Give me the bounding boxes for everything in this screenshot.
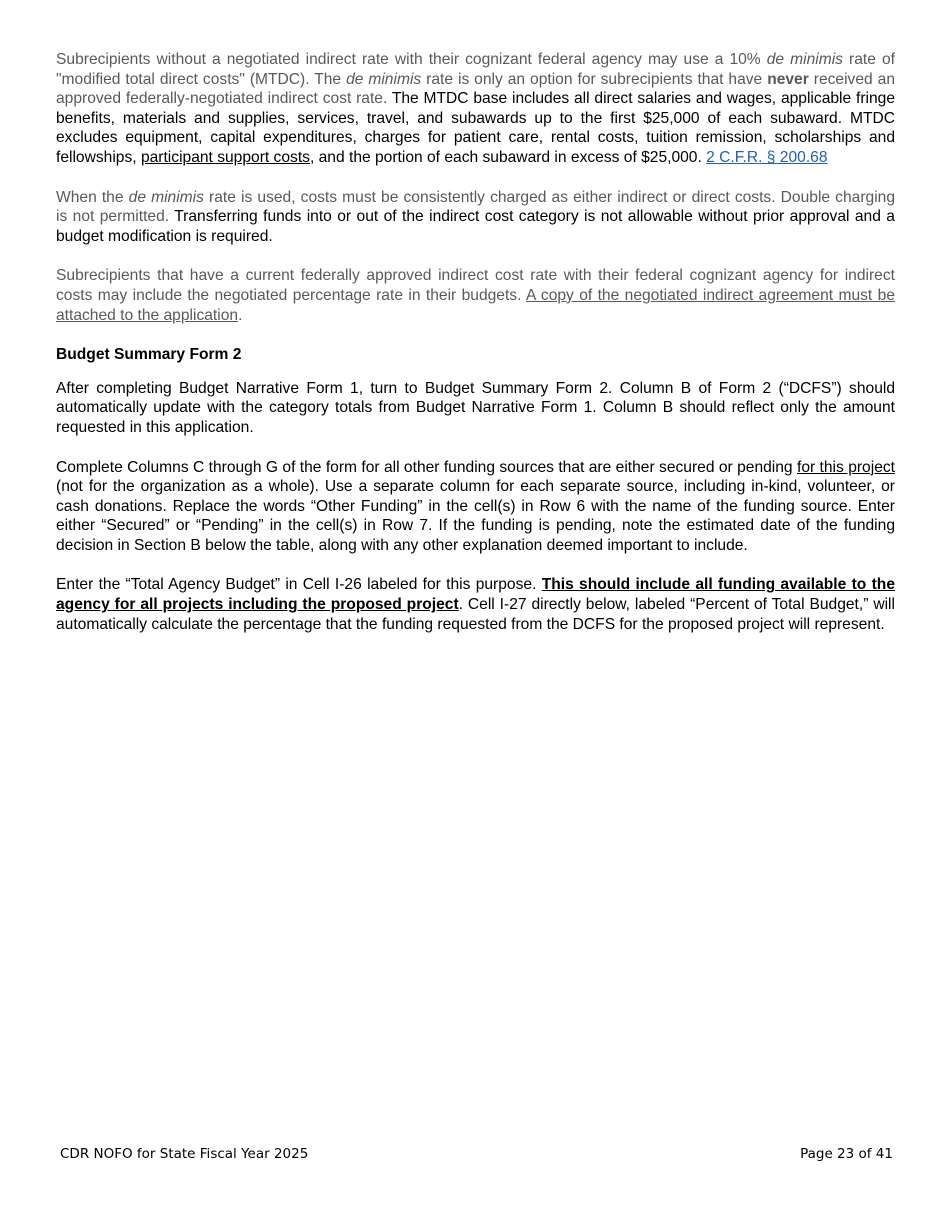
italic-term: de minimis [346,70,422,88]
page-number: Page 23 of 41 [800,1146,893,1162]
text-run: rate is only an option for subrecipients that have [421,70,768,88]
document-body [56,50,895,654]
paragraph-negotiated-rate [56,266,895,325]
text-run: Complete Columns C through G of the form for all other funding sources that are either secured or pending [56,458,797,476]
underlined-term: participant support costs [140,148,310,166]
bold-term: never [767,70,809,88]
text-run: received an approved federally-negotiated indirect cost rate. [56,70,895,108]
bold-underlined-requirement: This should include all funding available to the agency for all projects including the proposed project [56,576,895,614]
paragraph-budget-summary: After completing Budget Narrative Form 1, turn to Budget Summary Form 2. Column B of Form 2 (“DCFS”) should automatically update with the category totals from Budget Narrative Form 1. Column B should reflect only the amount requested in this application. [56,379,895,436]
footer-title: CDR NOFO for State Fiscal Year 2025 [60,1146,309,1162]
text-run: Subrecipients without a negotiated indirect rate with their cognizant federal agency may use a 10% [56,51,767,68]
text-run: . [238,306,243,324]
section-heading: Budget Summary Form 2 [56,346,242,364]
text-run: Enter the “Total Agency Budget” in Cell I-26 labeled for this purpose. [56,576,542,594]
text-run: , and the portion of each subaward in excess of $25,000. [309,148,707,166]
paragraph-columns [56,458,895,556]
italic-term: de minimis [128,188,204,206]
underlined-term: for this project [796,458,895,476]
text-run: rate is used, costs must be consistently charged as either indirect or direct costs. Double charging is not permitted. [56,188,896,226]
text-run: The MTDC base includes all direct salaries and wages, applicable fringe benefits, materials and supplies, services, travel, and subawards up to the first $25,000 of each subaward. MTDC excludes equipment, capital expenditures, charges for patient care, rental costs, tuition remission, scholarships and fellowships, [56,90,895,166]
paragraph-total-agency-budget [56,575,895,634]
italic-term: de minimis [766,51,843,68]
paragraph-charging [56,188,895,247]
cfr-link[interactable]: 2 C.F.R. § 200.68 [706,148,828,166]
text-run: Transferring funds into or out of the indirect cost category is not allowable without prior approval and a budget modification is required. [56,208,895,245]
text-run: . Cell I-27 directly below, labeled “Percent of Total Budget,” will automatically calculate the percentage that the funding requested from the DCFS for the proposed project will represent. [56,596,895,633]
text-run: When the [56,188,129,206]
text-run: Subrecipients that have a current federally approved indirect cost rate with their federal cognizant agency for indirect costs may include the negotiated percentage rate in their budgets. [56,267,895,304]
text-run: (not for the organization as a whole). Use a separate column for each separate source, including in-kind, volunteer, or cash donations. Replace the words “Other Funding” in the cell(s) in Row 6 with the name of the funding source. Enter either “Secured” or “Pending” in the cell(s) in Row 7. If the funding is pending, note the estimated date of the funding decision in Section B below the table, along with any other explanation deemed important to include. [56,478,895,554]
paragraph-de-minimis-rate [56,50,895,168]
text-run: rate of "modified total direct costs" (MTDC). The [56,51,895,88]
underlined-requirement: A copy of the negotiated indirect agreement must be attached to the application [56,286,895,324]
page-footer [60,1146,893,1162]
